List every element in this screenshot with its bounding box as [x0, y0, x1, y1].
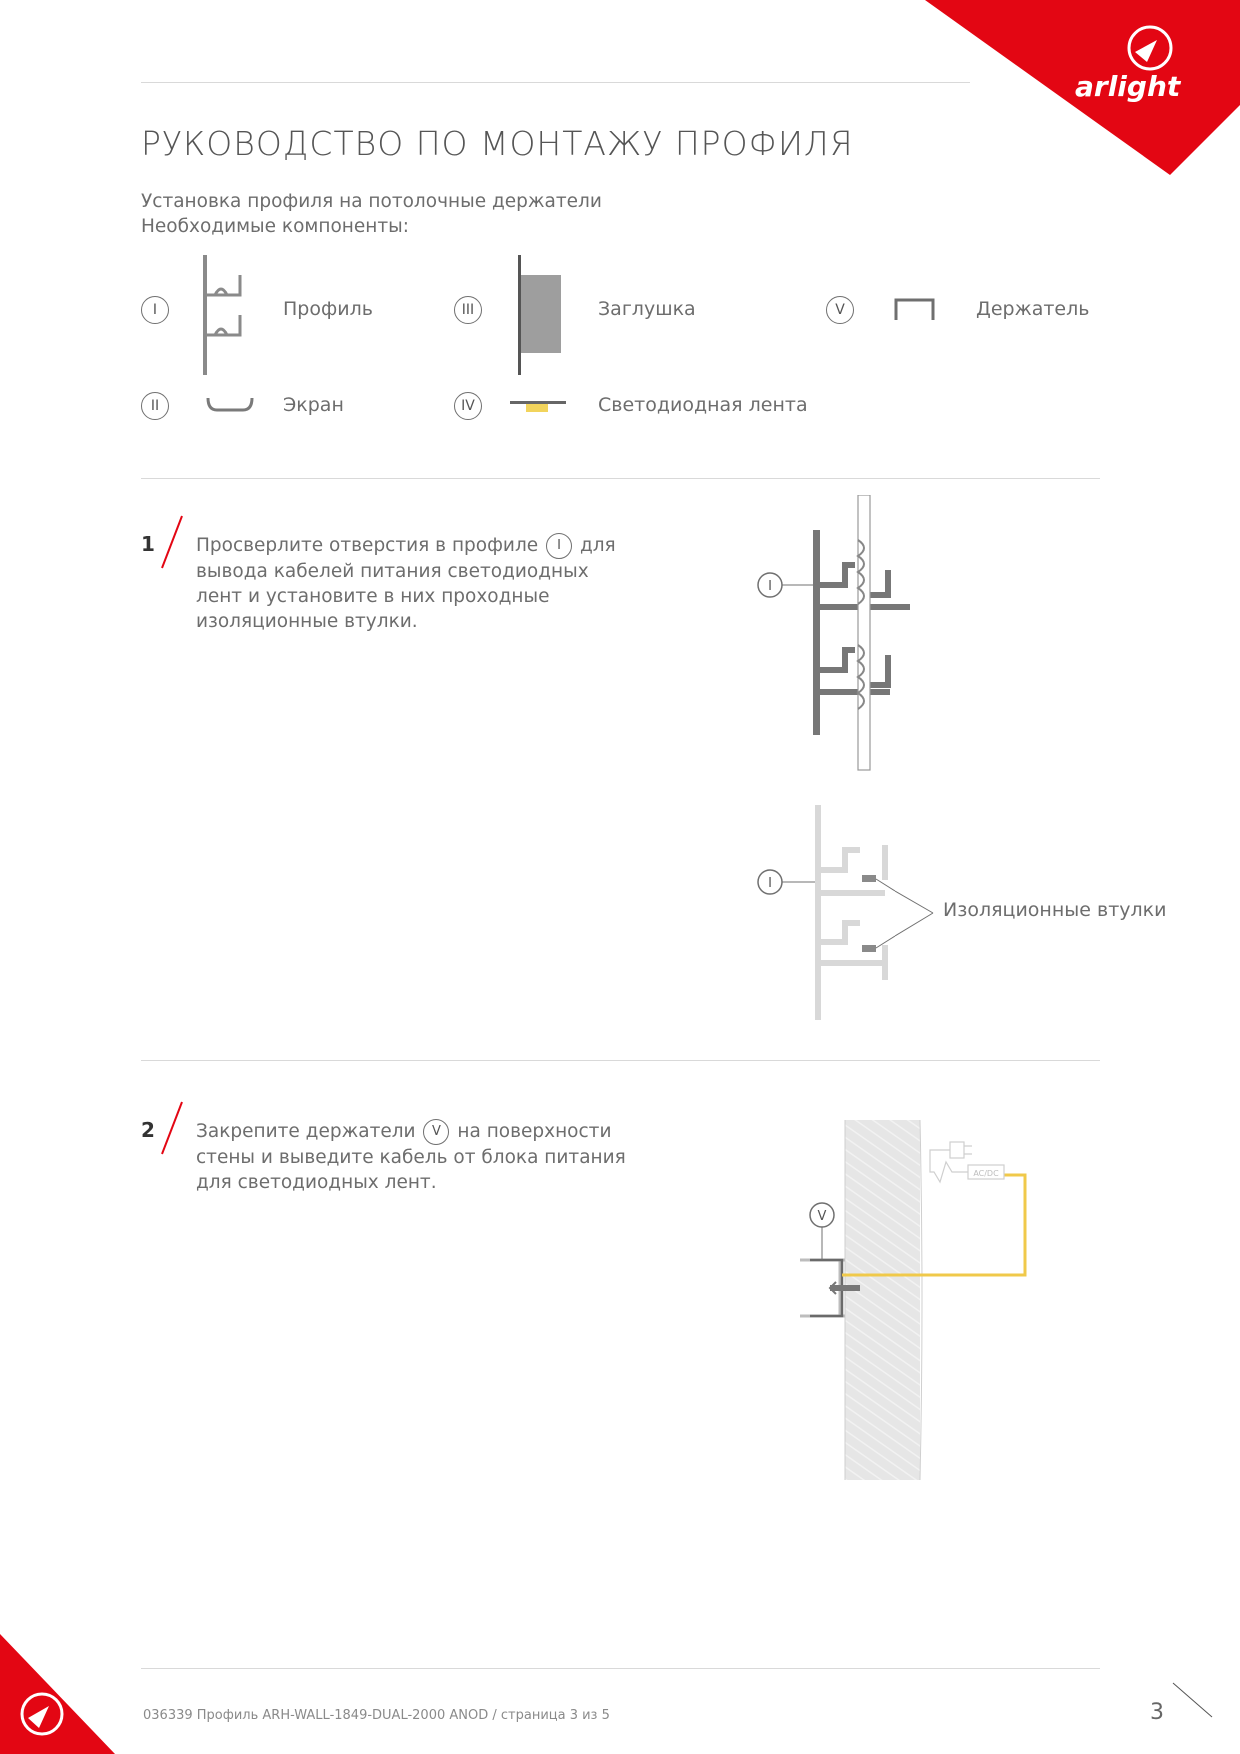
brand-corner-top: [925, 0, 1240, 175]
component-badge-ii: II: [141, 392, 169, 420]
bushings-diagram: [750, 805, 895, 1020]
page-title: РУКОВОДСТВО ПО МОНТАЖУ ПРОФИЛЯ: [141, 124, 854, 163]
end-cap-component-icon: [515, 255, 565, 375]
wall-mounting-diagram: [770, 1110, 1040, 1480]
bushings-label: Изоляционные втулки: [943, 899, 1167, 921]
component-badge-v: V: [826, 296, 854, 324]
wall-holder-ref: V: [817, 1209, 827, 1224]
psu-label: AC/DC: [973, 1169, 999, 1178]
step-2-text-end: на поверхности стены и выведите кабель от блока питания для светодиодных лент.: [196, 1121, 626, 1193]
step-2-slash-icon: [158, 1100, 186, 1156]
page-number-slash-icon: [1170, 1680, 1215, 1720]
profile-component-icon: [200, 255, 250, 375]
diffuser-component-icon: [205, 396, 255, 416]
step-2-text: [196, 1119, 636, 1195]
step-1-profile-ref: I: [546, 533, 572, 559]
intro-line-1: Установка профиля на потолочные держатели: [141, 191, 602, 212]
brand-corner-bottom: [0, 1614, 120, 1754]
step-1-text: [196, 533, 636, 634]
component-label-holder: Держатель: [976, 298, 1090, 320]
component-badge-iii: III: [454, 296, 482, 324]
led-strip-component-icon: [508, 398, 568, 414]
intro-text: [141, 189, 602, 239]
section-divider-1: [141, 478, 1100, 479]
component-badge-i: I: [141, 296, 169, 324]
page-number: 3: [1150, 1700, 1164, 1725]
drilling-profile-ref: I: [768, 579, 772, 594]
component-label-profile: Профиль: [283, 298, 373, 320]
section-divider-2: [141, 1060, 1100, 1061]
step-1-text-start: Просверлите отверстия в профиле: [196, 535, 539, 556]
bushings-profile-ref: I: [768, 876, 772, 891]
step-1-text-end: для вывода кабелей питания светодиодных лент и установите в них проходные изоляционные втулки.: [196, 535, 616, 632]
component-label-led-strip: Светодиодная лента: [598, 394, 808, 416]
component-label-diffuser: Экран: [283, 394, 344, 416]
step-1-number: 1: [141, 532, 155, 556]
footer-text: 036339 Профиль ARH-WALL-1849-DUAL-2000 ANOD / страница 3 из 5: [143, 1708, 610, 1723]
bushings-leader-lines: [895, 878, 935, 948]
holder-component-icon: [893, 296, 937, 324]
top-divider: [141, 82, 970, 83]
footer-divider: [141, 1668, 1100, 1669]
component-badge-iv: IV: [454, 392, 482, 420]
step-2-holder-ref: V: [423, 1119, 449, 1145]
step-2-number: 2: [141, 1118, 155, 1142]
step-1-slash-icon: [158, 514, 186, 570]
drilling-diagram: [750, 495, 910, 775]
intro-line-2: Необходимые компоненты:: [141, 216, 409, 237]
step-2-text-start: Закрепите держатели: [196, 1121, 416, 1142]
brand-logo-text: arlight: [1075, 70, 1181, 103]
component-label-end-cap: Заглушка: [598, 298, 696, 320]
